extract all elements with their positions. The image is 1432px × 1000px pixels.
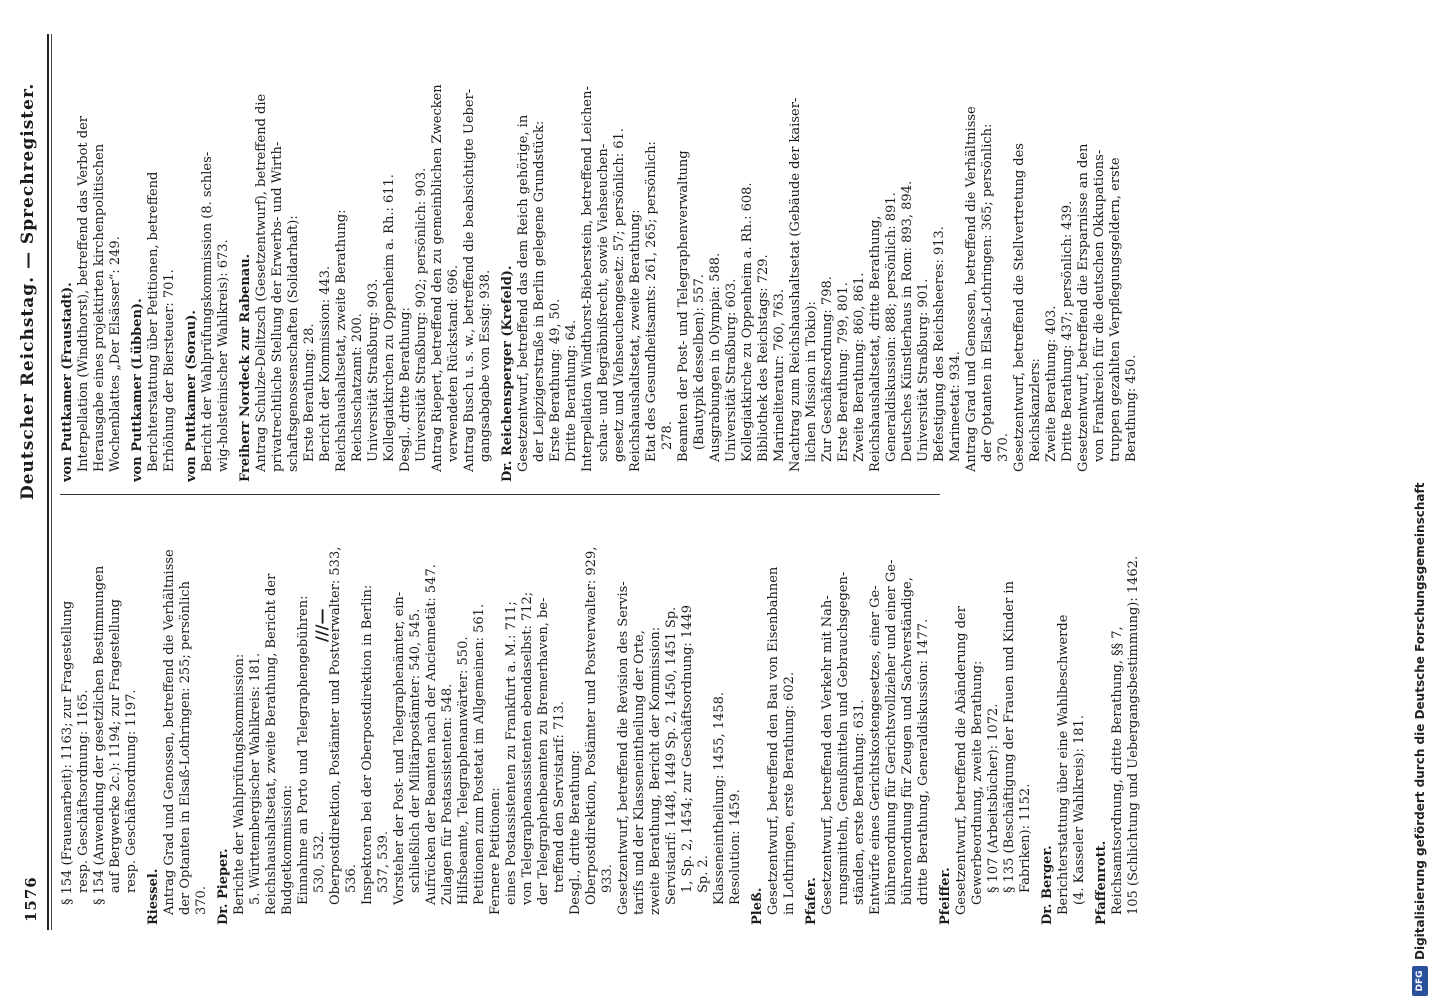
index-entry: in Lothringen, erste Berathung: 602.	[782, 671, 797, 915]
index-entry: § 107 (Arbeitsbücher): 1072.	[986, 703, 1001, 893]
index-entry: Kollegiatkirche zu Oppenheim a. Rh.: 608.	[740, 182, 755, 462]
index-entry: Servistarif: 1448, 1449 Sp. 2, 1450, 1451 Sp.	[664, 606, 679, 905]
index-entry: Reichsamtsordnung, dritte Berathung, §§ 7,	[1110, 626, 1125, 915]
index-entry: (Bautypik desselben): 557.	[692, 274, 707, 450]
index-entry: privatrechtliche Stellung der Erwerbs- und Wirth-	[270, 141, 285, 472]
index-entry: resp. Geschäftsordnung: 1165.	[76, 689, 91, 893]
index-entry: Hilfsbeamte, Telegraphenanwärter: 550.	[456, 636, 471, 905]
index-entry: 537, 539.	[376, 830, 391, 893]
index-entry: Antrag Busch u. s. w., betreffend die beabsichtigte Ueber-	[462, 88, 477, 472]
speaker-name: Pfafer.	[804, 877, 819, 925]
index-entry: Desgl., dritte Berathung:	[568, 750, 583, 915]
index-entry: Deutsches Künstlerhaus in Rom: 893, 894.	[900, 180, 915, 462]
index-entry: 530, 532.	[312, 830, 327, 893]
speaker-name: Freiherr Nordeck zur Rabenau.	[238, 253, 253, 482]
index-entry: dritte Berathung, Generaldiskussion: 1477.	[916, 618, 931, 905]
index-entry: 1, Sp. 2, 1454; zur Geschäftsordnung: 1449	[680, 605, 695, 893]
index-entry: 933.	[600, 864, 615, 893]
index-entry: Entwürfe eines Gerichtskostengesetzes, einer Ge-	[868, 585, 883, 915]
index-entry: ständen, erste Berathung: 631.	[852, 699, 867, 905]
page-header: Deutscher Reichstag. — Sprechregister.	[18, 82, 38, 500]
index-entry: Berichterstattung über Petitionen, betreffend	[146, 171, 161, 472]
index-entry: 536.	[344, 864, 359, 893]
index-entry: Reichshaushaltsetat, zweite Berathung, Bericht der	[264, 573, 279, 915]
index-entry: 370.	[996, 433, 1011, 462]
index-entry: Erhöhung der Biersteuer: 701.	[162, 269, 177, 472]
index-entry: Sp. 2.	[696, 855, 711, 893]
index-entry: Bibliothek des Reichstags: 729.	[756, 254, 771, 462]
index-entry: Marineliteratur: 760, 763.	[772, 288, 787, 462]
footer-text: Digitalisierung gefördert durch die Deutsche Forschungsgemeinschaft	[1413, 482, 1427, 960]
speaker-name: Dr. Pieper.	[216, 848, 231, 925]
index-entry: Gesetzentwurf, betreffend das dem Reich gehörige, in	[516, 114, 531, 472]
right-column	[60, 57, 1140, 482]
index-entry: Reichskanzlers:	[1028, 358, 1043, 462]
handwritten-mark: ///—	[312, 608, 331, 642]
index-entry: Petitionen zum Postetat im Allgemeinen: 561.	[472, 603, 487, 905]
index-entry: eines Postassistenten zu Frankfurt a. M.: 711;	[504, 601, 519, 905]
index-entry: Fabriken): 1152.	[1018, 783, 1033, 893]
speaker-name: Dr. Berger.	[1040, 845, 1055, 925]
index-entry: rungsmitteln, Genußmitteln und Gebrauchsgegen-	[836, 571, 851, 905]
index-entry: Universität Straßburg: 902; persönlich: 903.	[414, 167, 429, 462]
index-entry: Antrag Riepert, betreffend den zu gemeinblichen Zwecken	[430, 84, 445, 472]
index-entry: Dritte Berathung: 437; persönlich: 439.	[1060, 200, 1075, 462]
index-entry: Zur Geschäftsordnung: 798.	[820, 276, 835, 462]
index-entry: tarifs und der Klasseneintheilung der Orte,	[632, 630, 647, 915]
speaker-name: Riessel.	[146, 868, 161, 925]
index-entry: Bericht der Wahlprüfungskommission (8. schles-	[200, 151, 215, 472]
index-entry: Gewerbeordnung, zweite Berathung:	[970, 660, 985, 905]
index-entry: Beamten der Post- und Telegraphenverwaltung	[676, 150, 691, 462]
header-rule-secondary	[51, 34, 52, 930]
index-entry: Erste Berathung: 28.	[302, 323, 317, 462]
speaker-name: Pfaffenrott.	[1094, 840, 1109, 925]
index-entry: § 154 (Frauenarbeit): 1163; zur Fragestellung	[60, 600, 75, 905]
index-entry: Berichterstattung über eine Wahlbeschwerde	[1056, 614, 1071, 915]
index-entry: der Leipzigerstraße in Berlin gelegene Grundstück:	[532, 120, 547, 462]
index-entry: Kollegiatkirchen zu Oppenheim a. Rh.: 611.	[382, 174, 397, 462]
index-entry: von Telegraphenassistenten ebendaselbst: 712;	[520, 591, 535, 905]
index-entry: Reichshaushaltsetat, dritte Berathung,	[868, 215, 883, 472]
index-entry: Gesetzentwurf, betreffend den Verkehr mit Nah-	[820, 595, 835, 915]
index-entry: Nachtrag zum Reichshaushaltsetat (Gebäude der kaiser-	[788, 97, 803, 472]
index-entry: Berichte der Wahlprüfungskommission:	[232, 653, 247, 915]
index-entry: Reichshaushaltsetat, zweite Berathung:	[628, 209, 643, 472]
index-entry: Universität Straßburg: 903.	[366, 278, 381, 462]
index-entry: schau- und Begräbnißrecht, sowie Viehseuchen-	[596, 143, 611, 462]
left-column	[60, 500, 1142, 925]
index-entry: Vorsteher der Post- und Telegraphenämter, ein-	[392, 591, 407, 905]
index-entry: bührenordnung für Gerichtsvollzieher und einer Ge-	[884, 559, 899, 905]
dfg-logo-icon: DFG	[1412, 966, 1428, 996]
index-entry: Zulagen für Postassistenten: 548.	[440, 683, 455, 905]
index-entry: Zweite Berathung: 860, 861.	[852, 272, 867, 462]
index-entry: der Optanten in Elsaß-Lothringen: 255; persönlich	[178, 580, 193, 915]
index-entry: Desgl., dritte Berathung:	[398, 307, 413, 472]
speaker-name: von Puttkamer (Fraustadt).	[60, 282, 75, 482]
index-entry: treffend den Servistarif: 713.	[552, 700, 567, 893]
index-entry: Interpellation Windthorst-Bieberstein, betreffend Leichen-	[580, 86, 595, 472]
index-entry: Befestigung des Reichsheeres: 913.	[932, 226, 947, 462]
index-entry: Universität Straßburg: 901.	[916, 278, 931, 462]
index-entry: Generaldiskussion: 888; persönlich: 891.	[884, 192, 899, 462]
index-entry: 105 (Schlichtung und Uebergangsbestimmung): 1462.	[1126, 555, 1141, 915]
index-entry: Erste Berathung: 49, 50.	[548, 298, 563, 462]
index-entry: gesetz und Viehseuchengesetz: 57; persönlich: 61.	[612, 128, 627, 462]
index-entry: 370.	[194, 886, 209, 915]
index-entry: Gesetzentwurf, betreffend den Bau von Eisenbahnen	[766, 566, 781, 915]
index-entry: 5. Württembergischer Wahlkreis: 181.	[248, 652, 263, 905]
speaker-name: Dr. Reichensperger (Krefeld).	[500, 265, 515, 482]
speaker-name: Pfeiffer.	[938, 867, 953, 925]
index-entry: wig-holsteinischer Wahlkreis): 673.	[216, 239, 231, 472]
index-entry: Klasseneintheilung: 1455, 1458.	[712, 691, 727, 905]
index-entry: Gesetzentwurf, betreffend die Abänderung der	[954, 606, 969, 915]
speaker-name: von Puttkamer (Lübben).	[130, 298, 145, 482]
page-number: 1576	[22, 876, 40, 922]
index-entry: Budgetkommission:	[280, 784, 295, 915]
index-entry: verwendeten Rückstand: 696.	[446, 265, 461, 462]
index-entry: Inspektoren bei der Oberpostdirektion in Berlin:	[360, 584, 375, 905]
index-entry: lichen Mission in Tokio):	[804, 301, 819, 462]
index-entry: gangsabgabe von Essig: 938.	[478, 269, 493, 462]
index-entry: der Telegraphenbeamten zu Bremerhaven, be-	[536, 597, 551, 905]
index-entry: resp. Geschäftsordnung: 1197.	[124, 689, 139, 893]
index-entry: von Frankreich für die deutschen Okkupations-	[1092, 149, 1107, 462]
index-entry: Fernere Petitionen:	[488, 787, 503, 915]
index-entry: Aufrücken der Beamten nach der Anciennetät: 547.	[424, 564, 439, 905]
index-entry: Berathung: 450.	[1124, 354, 1139, 462]
index-entry: (4. Kasseler Wahlkreis): 181.	[1072, 715, 1087, 905]
index-entry: Erste Berathung: 799, 801.	[836, 282, 851, 462]
index-entry: Oberpostdirektion, Postämter und Postverwalter: 929,	[584, 546, 599, 905]
index-entry: Universität Straßburg: 603.	[724, 278, 739, 462]
index-entry: Etat des Gesundheitsamts: 261, 265; persönlich:	[644, 141, 659, 462]
index-entry: Resolution: 1459.	[728, 789, 743, 905]
header-rule	[47, 34, 49, 930]
footer-credit	[1408, 0, 1432, 1000]
index-entry: Dritte Berathung: 64.	[564, 319, 579, 462]
index-entry: § 135 (Beschäftigung der Frauen und Kinder in	[1002, 581, 1017, 893]
index-entry: bührenordnung für Zeugen und Sachverständige,	[900, 577, 915, 905]
index-entry: Antrag Grad und Genossen, betreffend die Verhältnisse	[964, 106, 979, 472]
index-entry: Oberpostdirektion, Postämter und Postverwalter: 533,	[328, 546, 343, 905]
index-entry: Gesetzentwurf, betreffend die Ersparnisse an den	[1076, 143, 1091, 472]
index-entry: Herausgabe eines projektirten kirchenpolitischen	[92, 143, 107, 472]
index-entry: truppen gezahlten Verpflegungsgeldern, erste	[1108, 157, 1123, 462]
index-entry: § 154 (Anwendung der gesetzlichen Bestimmungen	[92, 565, 107, 905]
index-entry: schließlich der Militärpostämter: 540, 545.	[408, 608, 423, 893]
column-divider	[60, 494, 940, 495]
index-entry: Gesetzentwurf, betreffend die Stellvertretung des	[1012, 143, 1027, 472]
index-entry: Gesetzentwurf, betreffend die Revision des Servis-	[616, 581, 631, 915]
index-entry: 278.	[660, 421, 675, 450]
index-entry: Reichshaushaltsetat, zweite Berathung:	[334, 209, 349, 472]
index-entry: Zweite Berathung: 403.	[1044, 305, 1059, 462]
index-entry: Ausgrabungen in Olympia: 588.	[708, 252, 723, 462]
index-entry: Wochenblattes „Der Elsässer“: 249.	[108, 236, 123, 472]
speaker-name: Pleß.	[750, 887, 765, 925]
speaker-name: von Puttkamer (Sorau).	[184, 310, 199, 482]
index-entry: Einnahme an Porto und Telegraphengebühren:	[296, 595, 311, 905]
index-entry: schaftsgenossenschaften (Solidarhaft):	[286, 215, 301, 472]
index-entry: Antrag Grad und Genossen, betreffend die Verhältnisse	[162, 549, 177, 915]
index-entry: auf Bergwerke 2c.): 1194; zur Fragestellung	[108, 599, 123, 893]
index-entry: Reichsschatzamt: 200.	[350, 313, 365, 462]
index-entry: Marineetat: 934.	[948, 351, 963, 462]
index-entry: zweite Berathung, Bericht der Kommission:	[648, 626, 663, 915]
index-entry: Bericht der Kommission: 443.	[318, 265, 333, 462]
index-entry: Antrag Schulze-Delitzsch (Gesetzentwurf), betreffend die	[254, 93, 269, 472]
index-entry: Interpellation (Windthorst), betreffend das Verbot der	[76, 116, 91, 472]
index-entry: der Optanten in Elsaß-Lothringen: 365; persönlich:	[980, 123, 995, 462]
